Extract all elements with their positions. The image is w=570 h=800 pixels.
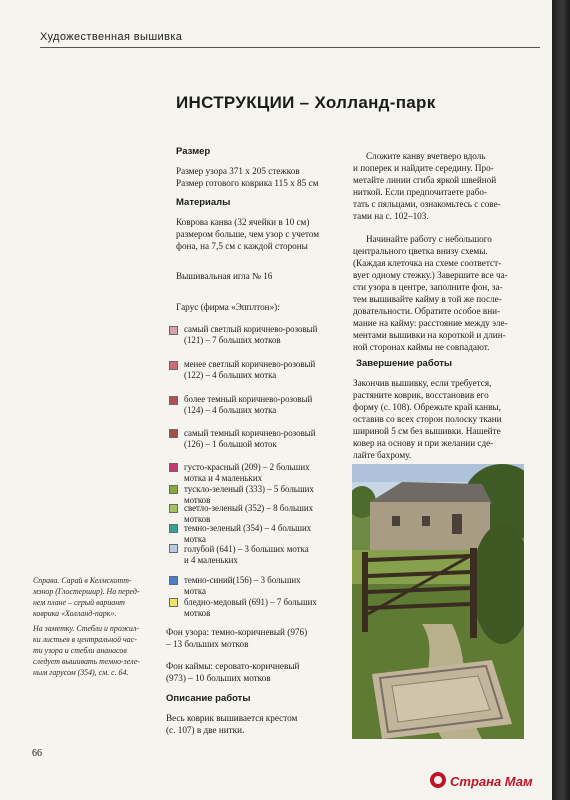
note-line: ки листьев в центральной час-: [33, 635, 137, 644]
yarn-label: менее светлый коричнево-розовый (122) – 4 больших мотка: [184, 359, 316, 380]
yarn-swatch: [169, 524, 178, 533]
yarn-label: более темный коричнево-розовый (124) – 4 больших мотка: [184, 394, 313, 415]
running-head: Художественная вышивка: [40, 31, 183, 43]
paragraph-line: центрального цветка внизу схемы.: [353, 246, 488, 256]
page-number: 66: [32, 748, 42, 759]
yarn-label: бледно-медовый (691) – 7 больших мотков: [184, 597, 317, 618]
work-description-heading: Описание работы: [166, 693, 251, 704]
paragraph-line: метайте линии сгиба яркой швейной: [353, 175, 497, 185]
work-description-line: Весь коврик вышивается крестом: [166, 713, 298, 723]
header-rule: [40, 47, 540, 48]
yarn-label: голубой (641) – 3 больших мотка и 4 маленьких: [184, 544, 309, 565]
paragraph-line: оставив со всех сторон полоску ткани: [353, 414, 502, 424]
paragraph-line: (Каждая клеточка на схеме соответст-: [353, 258, 502, 268]
paragraph-line: растяните коврик, восстановив его: [353, 390, 489, 400]
caption-line: нем плане – серый вариант: [33, 598, 125, 607]
paragraph-line: лайте бахрому.: [353, 450, 412, 460]
canvas-line: размером больше, чем узор с учетом: [176, 229, 320, 239]
pattern-background-line: – 13 больших мотков: [166, 639, 249, 649]
book-spine: [552, 0, 570, 800]
yarn-swatch: [169, 326, 178, 335]
canvas-line: фона, на 7,5 см с каждой стороны: [176, 241, 308, 251]
watermark: Страна Мам: [450, 774, 533, 789]
paragraph-line: мание на кайму: расстояние между эле-: [353, 318, 508, 328]
size-line: Размер готового коврика 115 х 85 см: [176, 178, 319, 188]
yarn-swatch: [169, 576, 178, 585]
yarn-swatch: [169, 485, 178, 494]
border-background-line: (973) – 10 больших мотков: [166, 673, 271, 683]
paragraph-line: Начинайте работу с небольшого: [366, 234, 492, 244]
paragraph-line: тем вышивайте кайму в той же после-: [353, 294, 502, 304]
paragraph-line: и поперек и найдите середину. Про-: [353, 163, 494, 173]
paragraph-line: тами на с. 102–103.: [353, 211, 429, 221]
yarn-label: самый темный коричнево-розовый (126) – 1 большой моток: [184, 428, 316, 449]
paragraph-line: форму (с. 108). Обрежьте край канвы,: [353, 402, 501, 412]
paragraph-line: ковер на основу и при желании сде-: [353, 438, 494, 448]
canvas-line: Коврова канва (32 ячейки в 10 см): [176, 217, 310, 227]
yarn-swatch: [169, 544, 178, 553]
border-background-line: Фон каймы: серовато-коричневый: [166, 661, 300, 671]
paragraph-line: Закончив вышивку, если требуется,: [353, 378, 492, 388]
yarn-swatch: [169, 361, 178, 370]
paragraph-line: ментами вышивки на короткой и длин-: [353, 330, 506, 340]
finish-heading: Завершение работы: [356, 358, 453, 369]
page-title: ИНСТРУКЦИИ – Холланд-парк: [176, 93, 436, 112]
note-line: следует вышивать темно-зеле-: [33, 657, 140, 666]
paragraph-line: довательности. Обратите особое вни-: [353, 306, 501, 316]
size-heading: Размер: [176, 146, 211, 157]
caption-line: коврика «Холланд-парк».: [33, 609, 117, 618]
work-description-line: (с. 107) в две нитки.: [166, 725, 245, 735]
barn-photo-drawing: [352, 464, 524, 739]
barn-photo: [352, 464, 524, 739]
paragraph-line: тать с пяльцами, ознакомьтесь с сове-: [353, 199, 501, 209]
yarn-swatch: [169, 396, 178, 405]
paragraph-line: вует одному стежку.) Завершите все ча-: [353, 270, 508, 280]
note-line: ти узора и стебли ананасов: [33, 646, 127, 655]
yarn-label: густо-красный (209) – 2 больших мотка и 4 маленьких: [184, 462, 310, 483]
watermark-logo-icon: [428, 770, 448, 790]
needle-line: Вышивальная игла № 16: [176, 271, 273, 281]
paragraph-line: ниткой. Если предпочитаете рабо-: [353, 187, 488, 197]
paragraph-line: сти узора в центре, заполните фон, за-: [353, 282, 503, 292]
caption-line: мэнор (Глостершир). На перед-: [33, 587, 140, 596]
note-line: ным гарусом (354), см. с. 64.: [33, 668, 129, 677]
yarn-swatch: [169, 598, 178, 607]
yarn-label: темно-синий(156) – 3 больших мотка: [184, 575, 301, 596]
materials-heading: Материалы: [176, 197, 231, 208]
paragraph-line: шириной 5 см без вышивки. Нашейте: [353, 426, 501, 436]
yarn-label: светло-зеленый (352) – 8 больших мотков: [184, 503, 314, 524]
pattern-background-line: Фон узора: темно-коричневый (976): [166, 627, 308, 637]
yarn-swatch: [169, 504, 178, 513]
note-line: На заметку. Стебли и прожил-: [33, 624, 139, 633]
size-line: Размер узора 371 х 205 стежков: [176, 166, 300, 176]
yarn-label: самый светлый коричнево-розовый (121) – 7 больших мотков: [184, 324, 318, 345]
yarn-swatch: [169, 429, 178, 438]
paragraph-line: Сложите канву вчетверо вдоль: [366, 151, 486, 161]
yarn-label: темно-зеленый (354) – 4 больших мотка: [184, 523, 312, 544]
yarn-label: тускло-зеленый (333) – 5 больших мотков: [184, 484, 314, 505]
yarn-swatch: [169, 463, 178, 472]
paragraph-line: ной сторонах каймы не совпадают.: [353, 342, 490, 352]
yarn-intro: Гарус (фирма «Эпплтон»):: [176, 302, 280, 312]
caption-line: Справа. Сарай в Келмскотт-: [33, 576, 132, 585]
